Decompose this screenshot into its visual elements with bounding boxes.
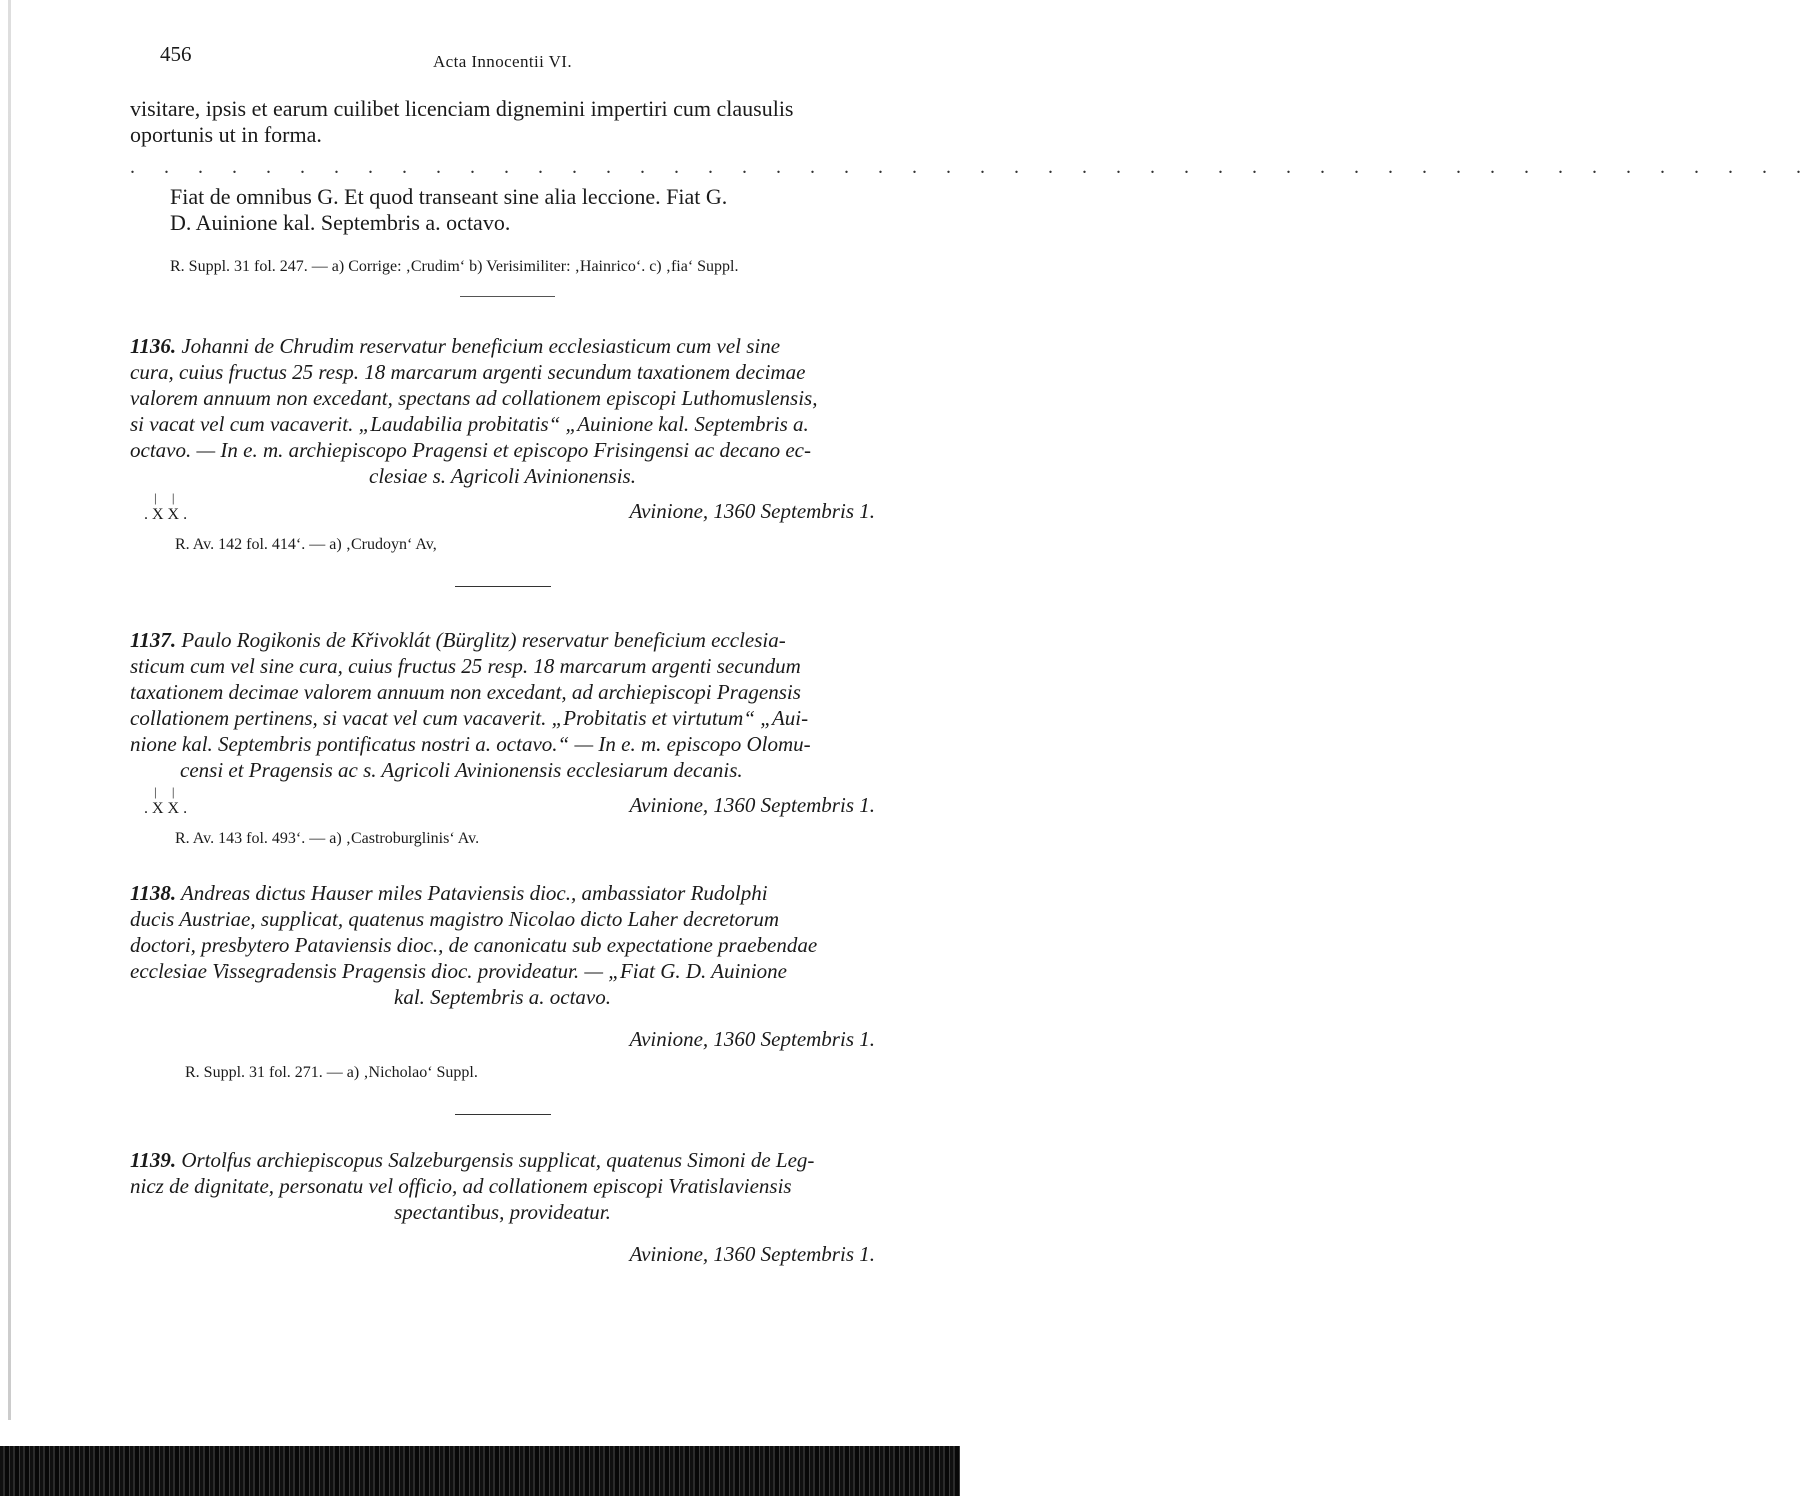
entry-text: Johanni de Chrudim reservatur beneficium ecclesiasticum cum vel sine <box>181 334 781 358</box>
entry-line: nicz de dignitate, personatu vel officio, ad collationem episcopi Vratislaviensis <box>130 1174 792 1198</box>
entry-number: 1136. <box>130 334 177 358</box>
entry-line <box>130 333 875 359</box>
entry-text: Ortolfus archiepiscopus Salzeburgensis supplicat, quatenus Simoni de Leg- <box>181 1148 815 1172</box>
entry-text: Paulo Rogikonis de Křivoklát (Bürglitz) reservatur beneficium ecclesia- <box>181 628 786 652</box>
entry-line: clesiae s. Agricoli Avinionensis. <box>369 464 636 488</box>
date-row <box>130 784 875 818</box>
entry-line: taxationem decimae valorem annuum non excedant, ad archiepiscopi Pragensis <box>130 680 801 704</box>
scan-edge <box>8 0 11 1420</box>
entry-text: Andreas dictus Hauser miles Pataviensis dioc., ambassiator Rudolphi <box>180 881 768 905</box>
entry-line: spectantibus, provideatur. <box>394 1200 611 1224</box>
entry-1139 <box>130 1147 875 1267</box>
entry-line: si vacat vel cum vacaverit. „Laudabilia probitatis“ „Auinione kal. Septembris a. <box>130 412 809 436</box>
entry-line <box>130 1147 875 1173</box>
entry-number: 1138. <box>130 881 177 905</box>
footnote: R. Suppl. 31 fol. 247. — a) Corrige: ‚Crudim‘ b) Verisimiliter: ‚Hainrico‘. c) ‚fia‘ Suppl. <box>170 258 739 275</box>
entry-line: ducis Austriae, supplicat, quatenus magistro Nicolao dicto Laher decretorum <box>130 907 780 931</box>
entry-date: Avinione, 1360 Septembris 1. <box>629 793 875 817</box>
entry-number: 1139. <box>130 1148 177 1172</box>
scan-artifact-bottom <box>0 1446 960 1496</box>
footnote: R. Av. 142 fol. 414‘. — a) ‚Crudoyn‘ Av, <box>175 536 437 553</box>
entry-number: 1137. <box>130 628 177 652</box>
intro-block <box>130 96 1813 297</box>
entry-line: kal. Septembris a. octavo. <box>394 985 611 1009</box>
entry-line <box>130 880 875 906</box>
registry-sign: | | . X X . <box>144 784 188 817</box>
entry-line: octavo. — In e. m. archiepiscopo Pragensi et episcopo Frisingensi ac decano ec- <box>130 438 811 462</box>
date-row <box>130 490 875 524</box>
entry-line: collationem pertinens, si vacat vel cum vacaverit. „Probitatis et virtutum“ „Aui- <box>130 706 809 730</box>
entry-line: nione kal. Septembris pontificatus nostri a. octavo.“ — In e. m. episcopo Olomu- <box>130 732 811 756</box>
fiat-line: D. Auinione kal. Septembris a. octavo. <box>170 210 511 235</box>
entry-line: censi et Pragensis ac s. Agricoli Avinionensis ecclesiarum decanis. <box>180 758 743 782</box>
entry-date: Avinione, 1360 Septembris 1. <box>629 499 875 523</box>
footnote: R. Av. 143 fol. 493‘. — a) ‚Castroburglinis‘ Av. <box>175 830 480 847</box>
intro-line: oportunis ut in forma. <box>130 122 322 147</box>
running-head: Acta Innocentii VI. <box>433 52 572 71</box>
entry-date: Avinione, 1360 Septembris 1. <box>629 1242 875 1266</box>
separator <box>455 1114 551 1115</box>
entry-line: cura, cuius fructus 25 resp. 18 marcarum argenti secundum taxationem decimae <box>130 360 806 384</box>
footnote: R. Suppl. 31 fol. 271. — a) ‚Nicholao‘ Suppl. <box>185 1064 478 1081</box>
entry-line: valorem annuum non excedant, spectans ad collationem episcopi Luthomuslensis, <box>130 386 818 410</box>
intro-line: visitare, ipsis et earum cuilibet licenciam dignemini impertiri cum clausulis <box>130 96 794 121</box>
entry-date: Avinione, 1360 Septembris 1. <box>629 1027 875 1051</box>
entry-line: ecclesiae Vissegradensis Pragensis dioc. provideatur. — „Fiat G. D. Auinione <box>130 959 787 983</box>
ellipsis-dots: . . . . . . . . . . . . . . . . . . . . . . . . . . . . . . . . . . . . . . . . . . . . . . . . . . <box>130 156 1813 178</box>
document-page <box>130 34 1813 1267</box>
page-header <box>130 34 875 70</box>
entry-1137 <box>130 627 875 850</box>
separator <box>460 296 555 297</box>
entry-1136 <box>130 333 875 587</box>
fiat-line: Fiat de omnibus G. Et quod transeant sine alia leccione. Fiat G. <box>170 184 728 209</box>
separator <box>455 586 551 587</box>
registry-sign: | | . X X . <box>144 490 188 523</box>
entry-1138 <box>130 880 875 1115</box>
entry-line: doctori, presbytero Pataviensis dioc., de canonicatu sub expectatione praebendae <box>130 933 818 957</box>
page-number: 456 <box>160 42 192 66</box>
entry-line <box>130 627 875 653</box>
entry-line: sticum cum vel sine cura, cuius fructus 25 resp. 18 marcarum argenti secundum <box>130 654 801 678</box>
